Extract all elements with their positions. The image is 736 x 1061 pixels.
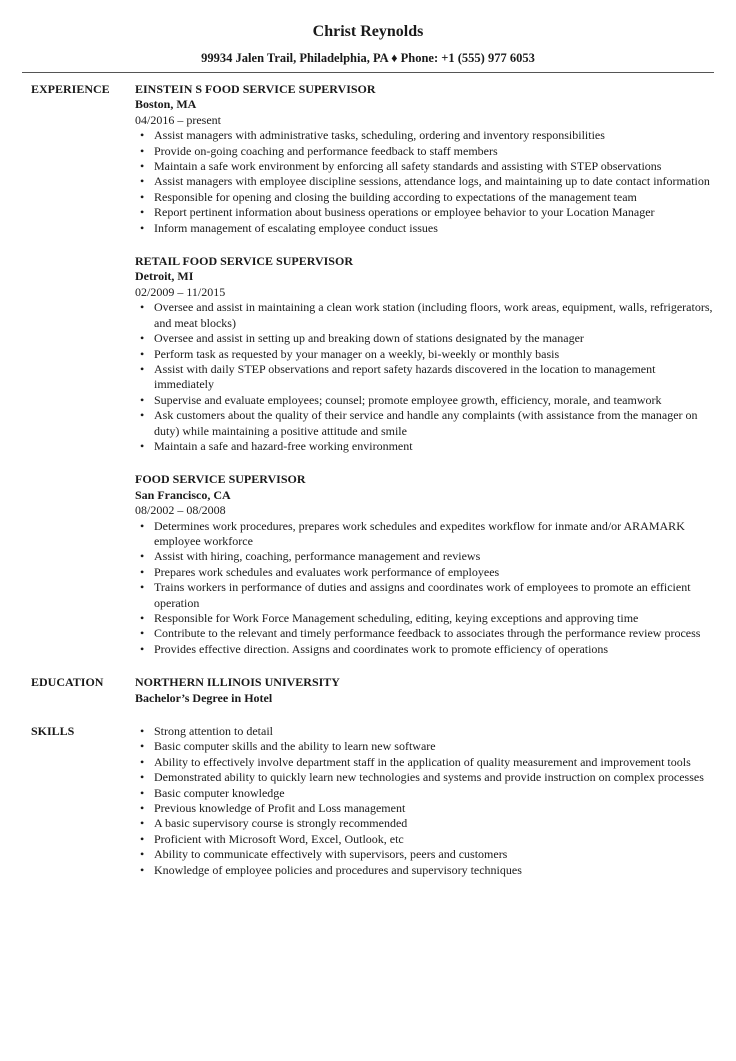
skill-item: • Knowledge of employee policies and procedures and supervisory techniques: [135, 863, 716, 878]
job-entry: [135, 254, 716, 454]
bullet-item: • Trains workers in performance of duties and assigns and coordinates work of employees to promote an efficient operation: [135, 580, 716, 611]
bullet-item: • Provides effective direction. Assigns and coordinates work to promote efficiency of operations: [135, 642, 716, 657]
job-dates: 08/2002 – 08/2008: [135, 503, 226, 518]
resume-header: [0, 0, 736, 73]
skills-list: [135, 724, 716, 878]
bullet-item: • Assist managers with employee discipline sessions, attendance logs, and maintaining up to date contact information: [135, 174, 716, 189]
bullet-item: • Inform management of escalating employee conduct issues: [135, 221, 716, 236]
job-dates: 02/2009 – 11/2015: [135, 284, 226, 299]
education-body: [135, 675, 716, 706]
bullet-item: • Responsible for opening and closing the building according to expectations of the management team: [135, 190, 716, 205]
job-bullets: [135, 519, 716, 658]
skill-item: • Previous knowledge of Profit and Loss management: [135, 801, 716, 816]
job-bullets: [135, 128, 716, 236]
experience-section: [31, 82, 716, 675]
bullet-item: • Oversee and assist in setting up and breaking down of stations designated by the manager: [135, 331, 716, 346]
job-dates: 04/2016 – present: [135, 112, 221, 127]
job-title: RETAIL FOOD SERVICE SUPERVISOR: [135, 254, 353, 269]
skill-item: • Ability to communicate effectively with supervisors, peers and customers: [135, 847, 716, 862]
bullet-item: • Prepares work schedules and evaluates work performance of employees: [135, 565, 716, 580]
job-location: San Francisco, CA: [135, 487, 231, 502]
bullet-item: • Ask customers about the quality of their service and handle any complaints (with assistance from the manager on duty) while maintaining a positive attitude and smile: [135, 408, 716, 439]
education-section: [31, 675, 716, 706]
job-title: FOOD SERVICE SUPERVISOR: [135, 472, 306, 487]
job-location: Detroit, MI: [135, 269, 194, 284]
header-divider: [22, 72, 714, 73]
contact-line: 99934 Jalen Trail, Philadelphia, PA ♦ Phone: +1 (555) 977 6053: [201, 51, 535, 65]
section-label-experience: EXPERIENCE: [31, 82, 110, 96]
section-label-education: EDUCATION: [31, 675, 104, 690]
skills-section: [31, 724, 716, 878]
bullet-item: • Assist with hiring, coaching, performance management and reviews: [135, 549, 716, 564]
school-name: NORTHERN ILLINOIS UNIVERSITY: [135, 675, 340, 690]
bullet-item: • Maintain a safe and hazard-free working environment: [135, 439, 716, 454]
degree-name: Bachelor’s Degree in Hotel: [135, 690, 273, 705]
job-location: Boston, MA: [135, 97, 197, 112]
bullet-item: • Contribute to the relevant and timely performance feedback to associates through the performance review process: [135, 626, 716, 641]
skill-item: • Proficient with Microsoft Word, Excel, Outlook, etc: [135, 832, 716, 847]
bullet-item: • Assist managers with administrative tasks, scheduling, ordering and inventory responsibilities: [135, 128, 716, 143]
bullet-item: • Maintain a safe work environment by enforcing all safety standards and assisting with STEP observations: [135, 159, 716, 174]
bullet-item: • Report pertinent information about business operations or employee behavior to your Location Manager: [135, 205, 716, 220]
job-entry: [135, 82, 716, 236]
job-title: EINSTEIN S FOOD SERVICE SUPERVISOR: [135, 82, 376, 96]
skill-item: • Strong attention to detail: [135, 724, 716, 739]
bullet-item: • Supervise and evaluate employees; counsel; promote employee growth, efficiency, morale, and teamwork: [135, 393, 716, 408]
bullet-item: • Determines work procedures, prepares work schedules and expedites workflow for inmate and/or ARAMARK employee workforce: [135, 519, 716, 550]
skill-item: • Basic computer knowledge: [135, 786, 716, 801]
bullet-item: • Responsible for Work Force Management scheduling, editing, keying exceptions and approving time: [135, 611, 716, 626]
job-entry: [135, 472, 716, 657]
skill-item: • A basic supervisory course is strongly recommended: [135, 816, 716, 831]
experience-body: [135, 82, 716, 675]
skill-item: • Ability to effectively involve department staff in the application of quality measurement and improvement tools: [135, 755, 716, 770]
bullet-item: • Oversee and assist in maintaining a clean work station (including floors, work areas, equipment, walls, refrigerators, and meat blocks): [135, 300, 716, 331]
skills-body: [135, 724, 716, 878]
bullet-item: • Perform task as requested by your manager on a weekly, bi-weekly or monthly basis: [135, 347, 716, 362]
candidate-name: Christ Reynolds: [312, 23, 424, 40]
bullet-item: • Provide on-going coaching and performance feedback to staff members: [135, 144, 716, 159]
job-bullets: [135, 300, 716, 454]
skill-item: • Basic computer skills and the ability to learn new software: [135, 739, 716, 754]
bullet-item: • Assist with daily STEP observations and report safety hazards discovered in the location to management immediately: [135, 362, 716, 393]
section-label-skills: SKILLS: [31, 724, 75, 739]
skill-item: • Demonstrated ability to quickly learn new technologies and systems and provide instruction on complex processes: [135, 770, 716, 785]
